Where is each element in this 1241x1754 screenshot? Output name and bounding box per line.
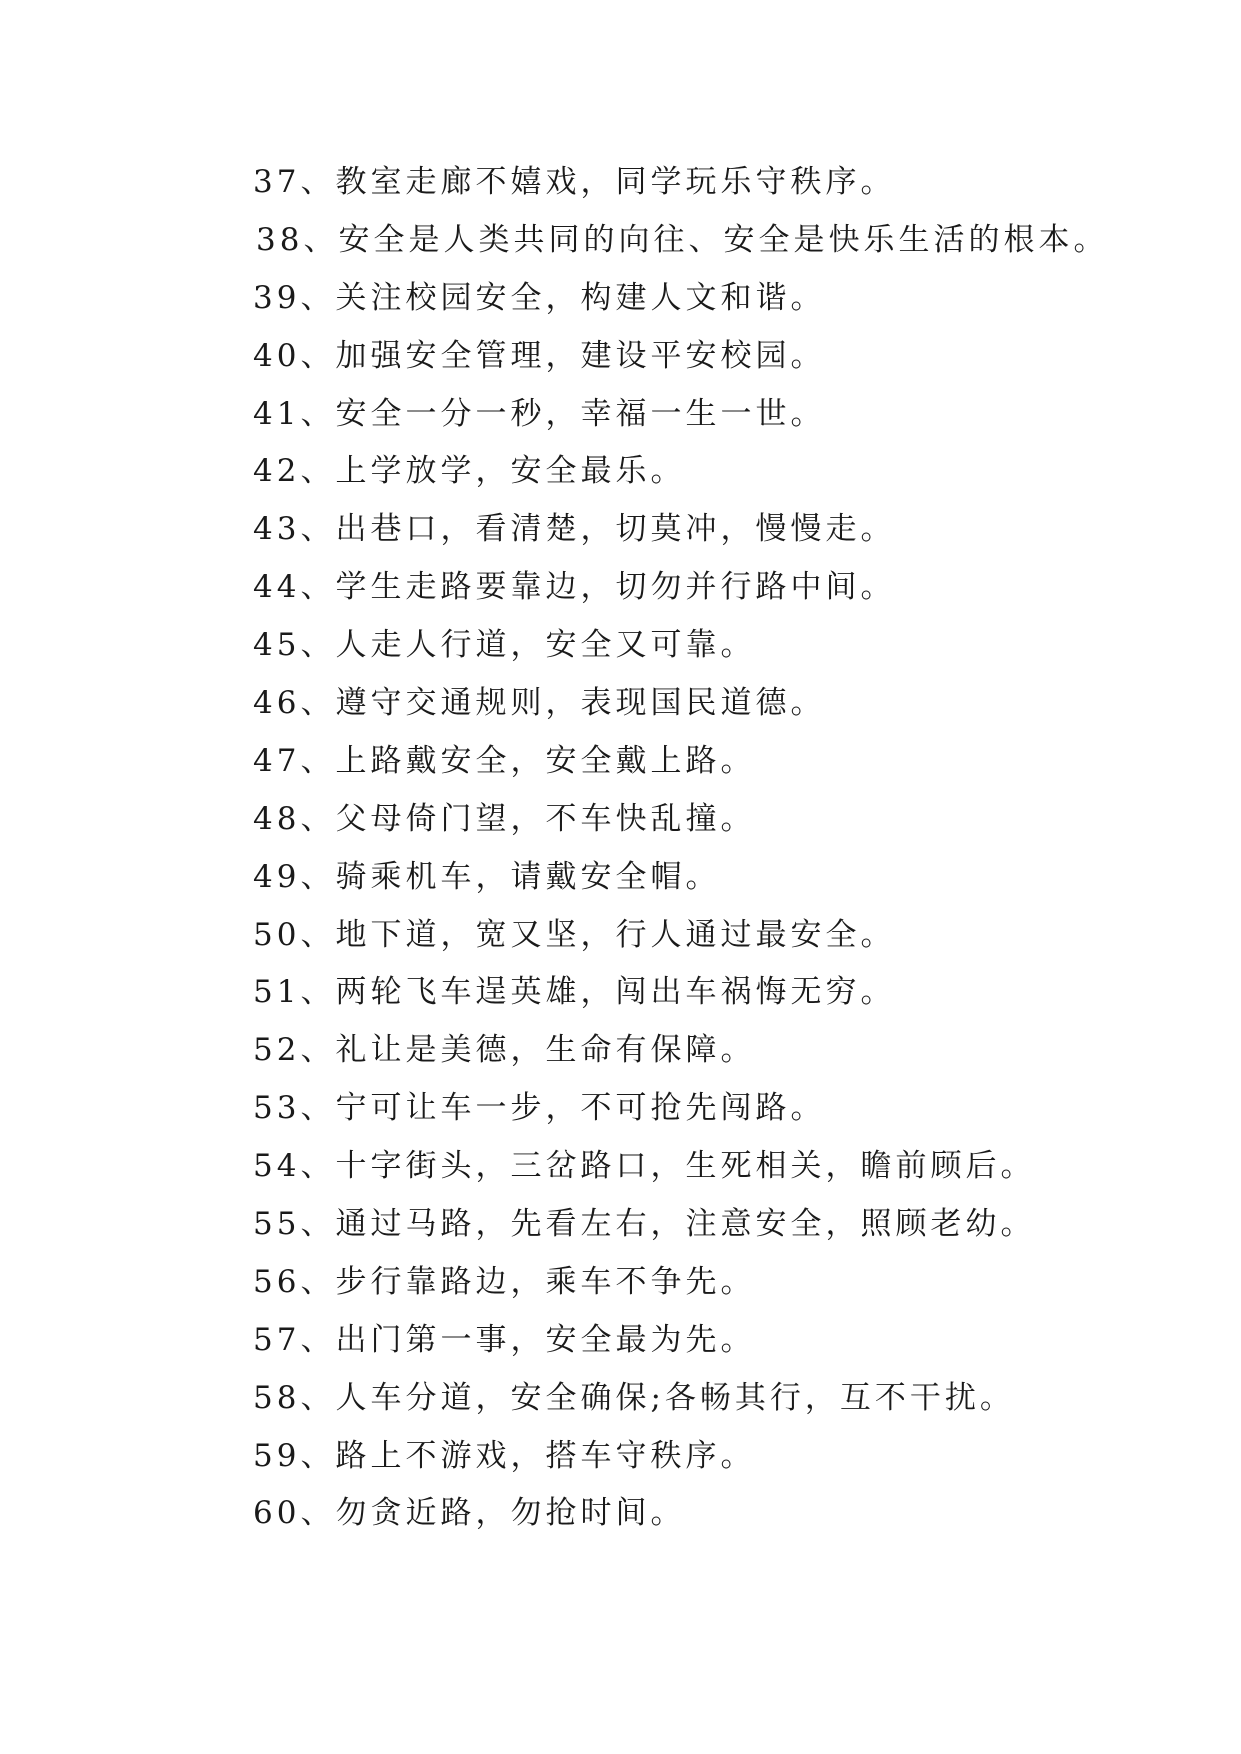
list-item: 46、遵守交通规则，表现国民道德。 <box>253 685 826 722</box>
list-item: 53、宁可让车一步，不可抢先闯路。 <box>253 1090 826 1127</box>
list-item: 37、教室走廊不嬉戏，同学玩乐守秩序。 <box>253 164 896 200</box>
list-item: 50、地下道，宽又坚，行人通过最安全。 <box>253 916 896 953</box>
list-item: 44、学生走路要靠边，切勿并行路中间。 <box>253 569 896 606</box>
list-item: 57、出门第一事，安全最为先。 <box>253 1321 756 1358</box>
list-item: 59、路上不游戏，搭车守秩序。 <box>253 1437 756 1474</box>
slogan-list <box>253 154 1173 1543</box>
list-item: 56、步行靠路边，乘车不争先。 <box>253 1263 756 1300</box>
list-item: 39、关注校园安全，构建人文和谐。 <box>253 279 826 316</box>
list-item: 47、上路戴安全，安全戴上路。 <box>253 742 756 779</box>
list-item: 60、勿贪近路，勿抢时间。 <box>253 1495 686 1532</box>
list-item: 49、骑乘机车，请戴安全帽。 <box>253 858 721 895</box>
list-item: 58、人车分道，安全确保;各畅其行，互不干扰。 <box>253 1379 1015 1416</box>
list-item: 41、安全一分一秒，幸福一生一世。 <box>253 395 826 432</box>
list-item: 45、人走人行道，安全又可靠。 <box>253 627 756 664</box>
list-item: 48、父母倚门望，不车快乱撞。 <box>253 800 756 837</box>
list-item: 42、上学放学，安全最乐。 <box>253 453 686 490</box>
list-item: 38、安全是人类共同的向往、安全是快乐生活的根本。 <box>256 221 1109 258</box>
list-item: 52、礼让是美德，生命有保障。 <box>253 1032 756 1069</box>
list-item: 43、出巷口，看清楚，切莫冲，慢慢走。 <box>253 511 896 548</box>
list-item: 54、十字街头，三岔路口，生死相关，瞻前顾后。 <box>253 1148 1036 1185</box>
list-item: 55、通过马路，先看左右，注意安全，照顾老幼。 <box>253 1206 1036 1243</box>
list-item: 40、加强安全管理，建设平安校园。 <box>253 337 826 374</box>
list-item: 51、两轮飞车逞英雄，闯出车祸悔无穷。 <box>253 974 896 1011</box>
